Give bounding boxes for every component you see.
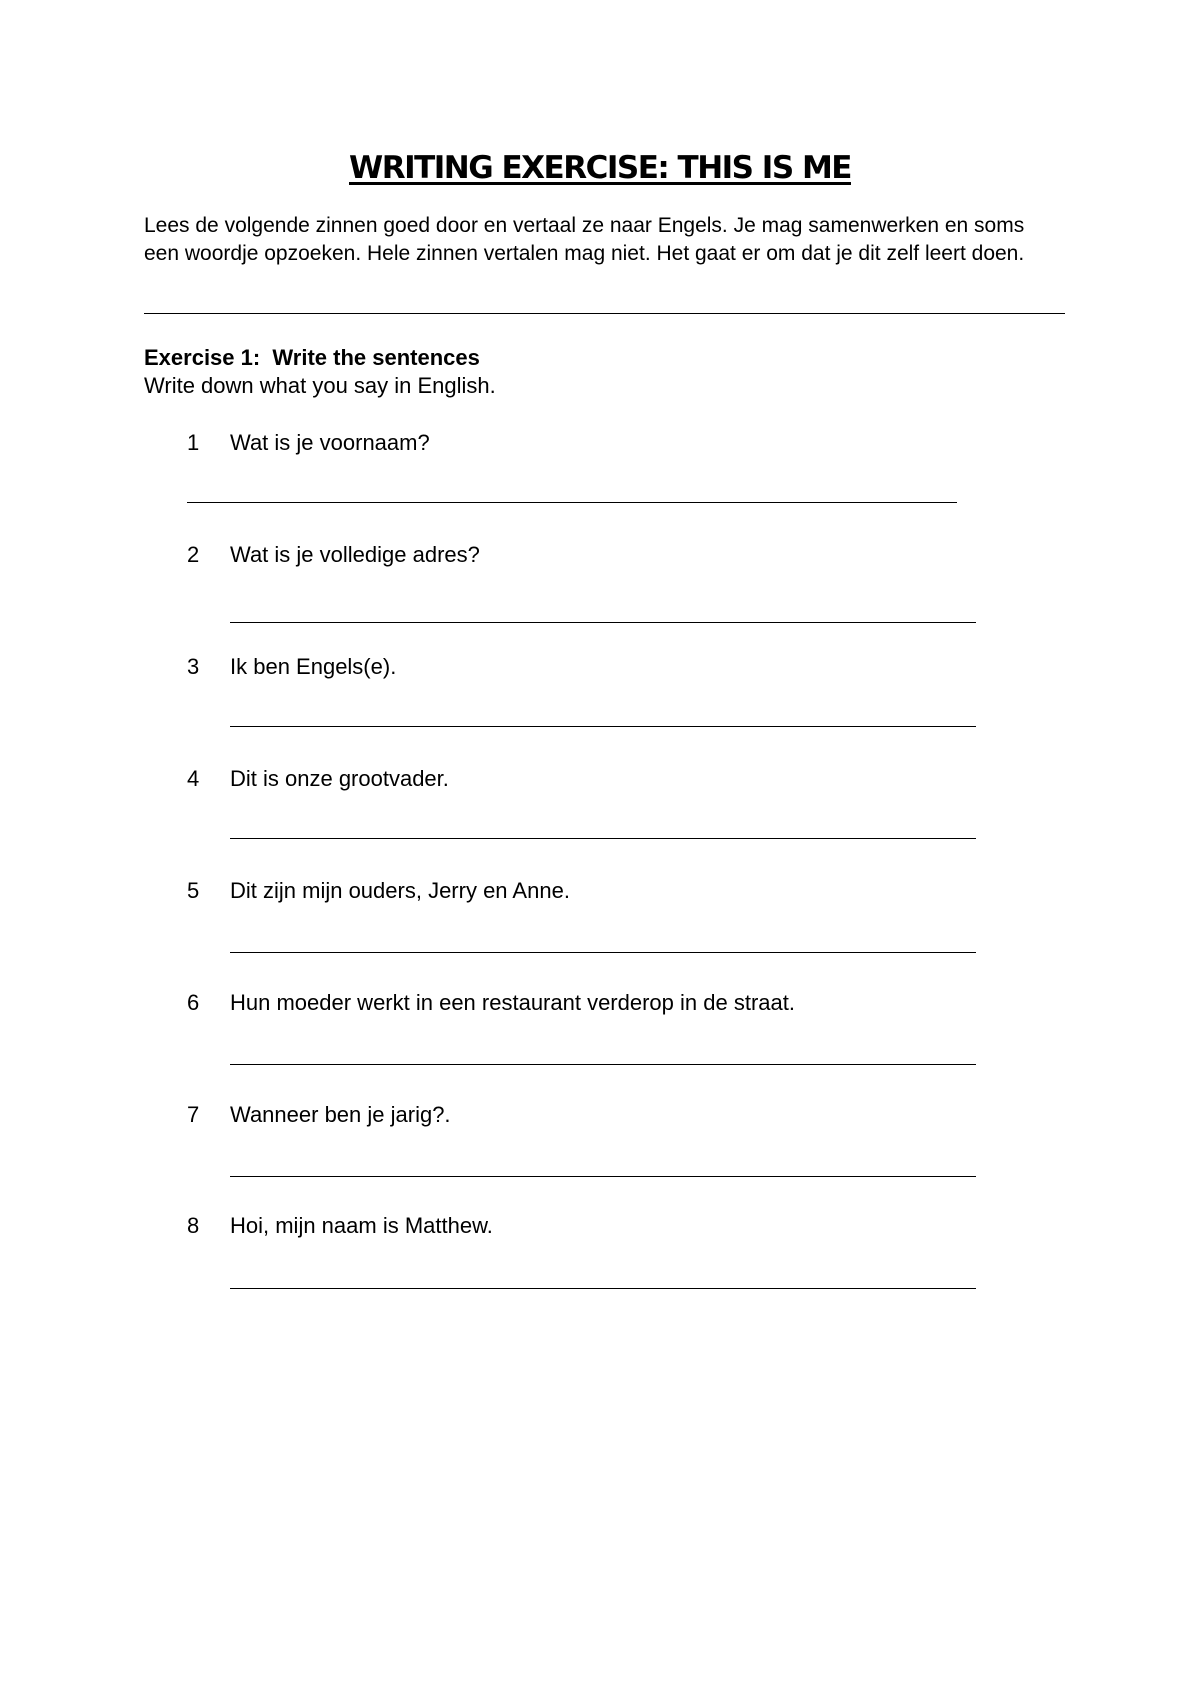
answer-line[interactable] [230,622,976,623]
item-sentence: Dit is onze grootvader. [230,766,449,791]
intro-paragraph: Lees de volgende zinnen goed door en vertaal ze naar Engels. Je mag samenwerken en soms een woordje opzoeken. Hele zinnen vertalen mag niet. Het gaat er om dat je dit zelf leert doen. [144,214,1025,265]
exercise-item [0,877,1200,989]
item-number: 6 [187,990,200,1015]
item-number: 7 [187,1102,200,1127]
exercise-item [0,541,1200,653]
item-sentence: Hoi, mijn naam is Matthew. [230,1213,493,1238]
answer-line[interactable] [230,726,976,727]
exercise-item [0,429,1200,541]
answer-line[interactable] [230,952,976,953]
exercise-item [0,989,1200,1101]
item-sentence: Ik ben Engels(e). [230,654,397,679]
exercise-heading: Exercise 1: Write the sentences [144,345,480,370]
item-number: 5 [187,878,200,903]
item-sentence: Hun moeder werkt in een restaurant verderop in de straat. [230,990,795,1015]
exercise-item [0,1101,1200,1213]
item-sentence: Dit zijn mijn ouders, Jerry en Anne. [230,878,570,903]
answer-line[interactable] [230,1176,976,1177]
answer-line[interactable] [230,1288,976,1289]
exercise-item [0,1212,1200,1324]
item-number: 8 [187,1213,200,1238]
item-sentence: Wat is je voornaam? [230,430,430,455]
item-number: 1 [187,430,200,455]
exercise-instruction: Write down what you say in English. [144,373,496,398]
item-number: 2 [187,542,200,567]
answer-line[interactable] [230,838,976,839]
item-sentence: Wat is je volledige adres? [230,542,480,567]
item-number: 4 [187,766,200,791]
exercise-item [0,653,1200,765]
section-divider [144,313,1065,314]
page-title: WRITING EXERCISE: THIS IS ME [349,150,851,186]
exercise-item [0,765,1200,877]
answer-line[interactable] [187,502,957,503]
answer-line[interactable] [230,1064,976,1065]
item-number: 3 [187,654,200,679]
item-sentence: Wanneer ben je jarig?. [230,1102,451,1127]
